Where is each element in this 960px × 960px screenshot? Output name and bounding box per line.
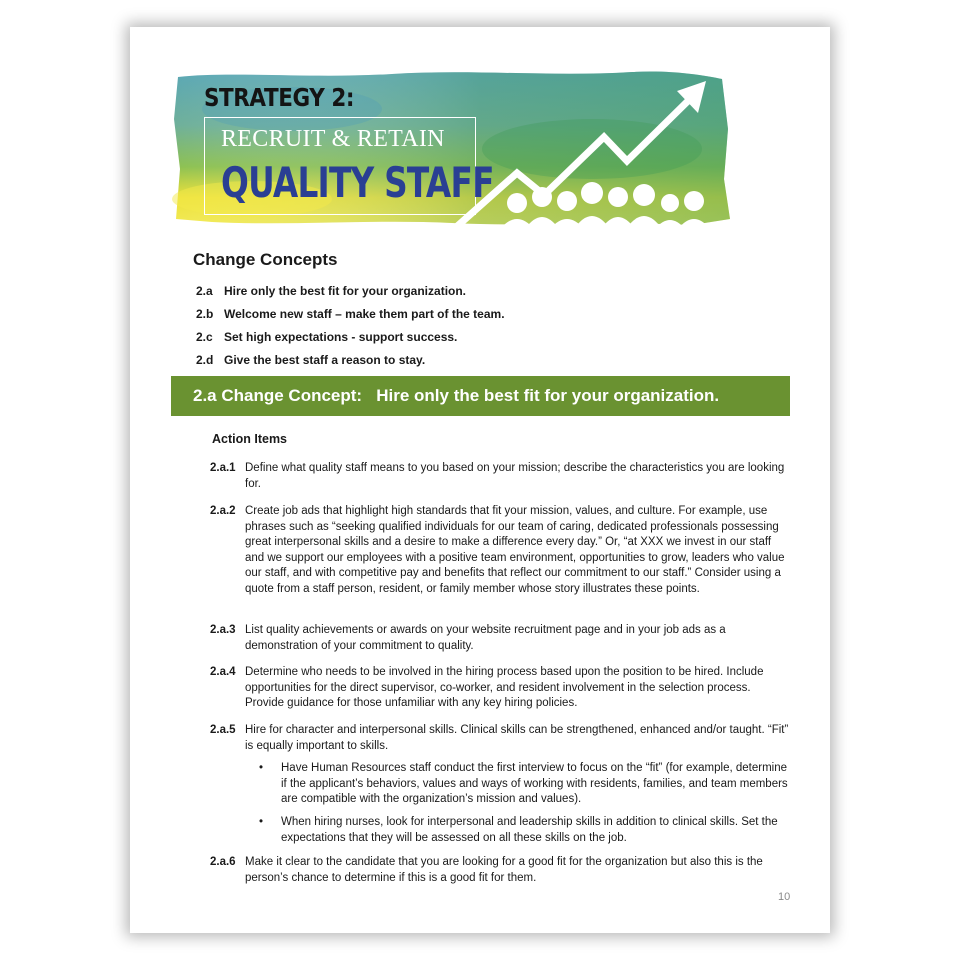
bullet-marker: • (259, 815, 264, 828)
concept-text: Welcome new staff – make them part of the team. (224, 306, 505, 321)
concept-text: Give the best staff a reason to stay. (224, 352, 426, 367)
action-item (210, 855, 790, 886)
action-item-text: Create job ads that highlight high standards that fit your mission, values, and culture. For example, use phrases such as “seeking qualified individuals for our team of caring, dedicated professionals possessing great interpersonal skills and a desire to make a difference every day.” Or, “at XXX we invest in our staff and we support our employees with a positive team environment, opportunities to grow, leaders who value our staff, and with competitive pay and benefits that reflect our commitment to our staff.” Consider using a quote from a staff person, resident, or family member whose story illustrates these points. (245, 505, 785, 595)
action-item-number: 2.a.4 (210, 666, 236, 678)
action-item (210, 504, 790, 598)
concept-number: 2.a (196, 283, 213, 298)
action-item (210, 665, 790, 712)
action-item-number: 2.a.3 (210, 624, 236, 636)
bullet-item (259, 761, 790, 808)
bullet-text: Have Human Resources staff conduct the first interview to focus on the “fit” (for example, determine if the applicant’s behaviors, values and ways of working with residents, families, and team members are compatible with the organization’s mission and values). (281, 762, 788, 806)
action-item-text: Hire for character and interpersonal skills. Clinical skills can be strengthened, enhanced and/or taught. “Fit” is equally important to skills. (245, 724, 789, 752)
action-item (210, 723, 790, 846)
action-item-text: List quality achievements or awards on your website recruitment page and in your job ads as a demonstration of your commitment to quality. (245, 624, 726, 652)
action-item-number: 2.a.5 (210, 724, 236, 736)
bullet-text: When hiring nurses, look for interpersonal and leadership skills in addition to clinical skills. Set the expectations that they will be assessed on all these skills on the job. (281, 815, 778, 844)
strategy-banner (172, 69, 732, 229)
action-item-number: 2.a.1 (210, 462, 236, 474)
action-items-heading: Action Items (212, 432, 288, 446)
page-number: 10 (778, 891, 791, 903)
action-item-text: Make it clear to the candidate that you are looking for a good fit for the organization but also this is the person’s chance to determine if this is a good fit for them. (245, 856, 763, 884)
concept-number: 2.b (196, 306, 214, 321)
action-item-text: Determine who needs to be involved in the hiring process based upon the position to be hired. Include opportunities for the direct supervisor, co-worker, and resident involvement in the selection process. Provide guidance for those unfamiliar with any key hiring policies. (245, 666, 764, 710)
banner-title-line2: QUALITY STAFF (221, 158, 494, 207)
action-item-number: 2.a.6 (210, 856, 236, 868)
action-item-number: 2.a.2 (210, 505, 236, 517)
document-page (130, 27, 830, 933)
bullet-item (259, 815, 790, 846)
action-item (210, 461, 790, 492)
change-concepts-list (196, 279, 505, 371)
concept-item (196, 325, 505, 348)
concept-text: Set high expectations - support success. (224, 329, 458, 344)
concept-item (196, 348, 505, 371)
action-item (210, 623, 790, 654)
concept-item (196, 302, 505, 325)
banner-title-line1: RECRUIT & RETAIN (221, 126, 445, 152)
concept-item (196, 279, 505, 302)
section-header-bar (171, 376, 790, 416)
banner-title-box (204, 117, 494, 215)
change-concepts-heading: Change Concepts (193, 250, 338, 269)
bullet-marker: • (259, 762, 264, 775)
concept-number: 2.c (196, 329, 213, 344)
action-item-text: Define what quality staff means to you based on your mission; describe the characteristics you are looking for. (245, 462, 785, 490)
concept-number: 2.d (196, 352, 214, 367)
strategy-label: STRATEGY 2: (204, 83, 355, 112)
section-header-text: 2.a Change Concept: Hire only the best fit for your organization. (193, 386, 720, 405)
concept-text: Hire only the best fit for your organization. (224, 283, 467, 298)
